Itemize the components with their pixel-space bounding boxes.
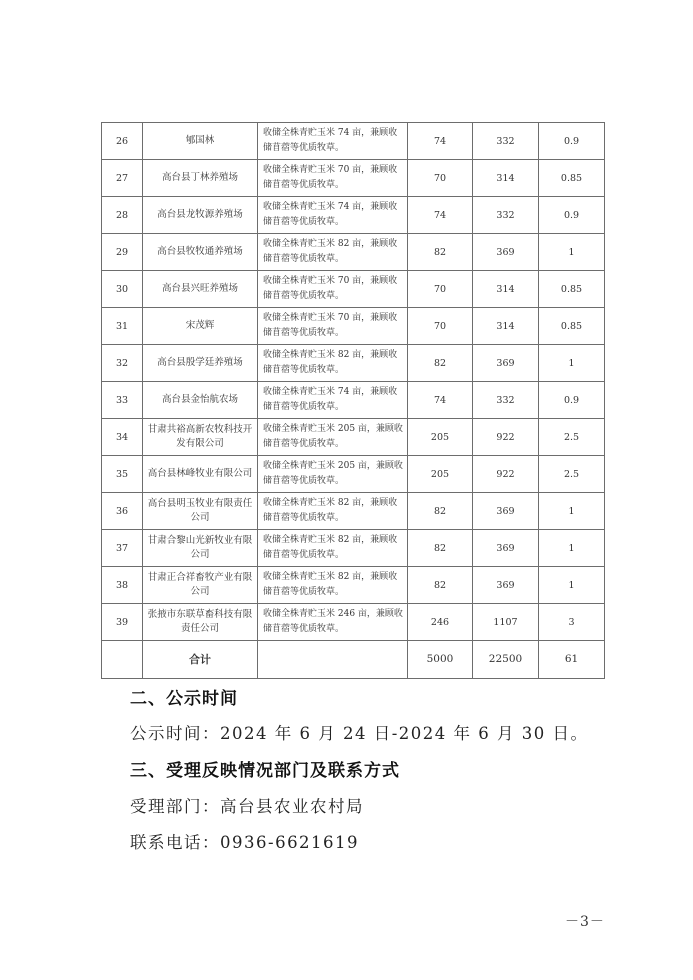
cell-area: 74: [408, 197, 473, 234]
cell-area: 74: [408, 123, 473, 160]
table-row: [102, 419, 605, 456]
cell-amount: 922: [473, 419, 539, 456]
total-area: 5000: [408, 641, 473, 679]
table-row: [102, 382, 605, 419]
cell-number: 37: [102, 530, 143, 567]
cell-subsidy: 1: [539, 567, 605, 604]
cell-name: 甘肃正合祥畜牧产业有限公司: [143, 567, 258, 604]
table-total-row: [102, 641, 605, 679]
cell-number: 27: [102, 160, 143, 197]
table-row: [102, 197, 605, 234]
cell-description: 收储全株青贮玉米 70 亩，兼顾收储苜蓿等优质牧草。: [258, 271, 408, 308]
cell-number: 29: [102, 234, 143, 271]
table-row: [102, 123, 605, 160]
cell-subsidy: 1: [539, 234, 605, 271]
cell-amount: 314: [473, 308, 539, 345]
cell-subsidy: 2.5: [539, 419, 605, 456]
cell-description: 收储全株青贮玉米 82 亩，兼顾收储苜蓿等优质牧草。: [258, 345, 408, 382]
cell-empty: [258, 641, 408, 679]
cell-subsidy: 0.9: [539, 382, 605, 419]
cell-subsidy: 0.85: [539, 271, 605, 308]
cell-name: 高台县殷学廷养殖场: [143, 345, 258, 382]
table-row: [102, 530, 605, 567]
cell-name: 宋茂辉: [143, 308, 258, 345]
cell-description: 收储全株青贮玉米 205 亩，兼顾收储苜蓿等优质牧草。: [258, 456, 408, 493]
page-number: －3－: [565, 914, 605, 930]
accepting-department: 受理部门：高台县农业农村局: [130, 797, 364, 816]
cell-area: 70: [408, 308, 473, 345]
total-label: 合计: [143, 641, 258, 679]
cell-description: 收储全株青贮玉米 82 亩，兼顾收储苜蓿等优质牧草。: [258, 567, 408, 604]
cell-name: 高台县牧牧通养殖场: [143, 234, 258, 271]
cell-area: 246: [408, 604, 473, 641]
cell-description: 收储全株青贮玉米 82 亩，兼顾收储苜蓿等优质牧草。: [258, 493, 408, 530]
cell-name: 高台县丁林养殖场: [143, 160, 258, 197]
cell-amount: 332: [473, 123, 539, 160]
cell-number: 32: [102, 345, 143, 382]
cell-subsidy: 0.85: [539, 160, 605, 197]
cell-description: 收储全株青贮玉米 205 亩，兼顾收储苜蓿等优质牧草。: [258, 419, 408, 456]
table-row: [102, 456, 605, 493]
table-body: [102, 123, 605, 679]
cell-description: 收储全株青贮玉米 74 亩，兼顾收储苜蓿等优质牧草。: [258, 382, 408, 419]
cell-amount: 369: [473, 530, 539, 567]
section-2-heading: 二、公示时间: [130, 689, 238, 709]
subsidy-table: [101, 122, 605, 679]
cell-description: 收储全株青贮玉米 74 亩，兼顾收储苜蓿等优质牧草。: [258, 123, 408, 160]
cell-amount: 369: [473, 234, 539, 271]
contact-phone: 联系电话：0936-6621619: [130, 833, 360, 852]
cell-number: 34: [102, 419, 143, 456]
cell-area: 82: [408, 345, 473, 382]
cell-amount: 922: [473, 456, 539, 493]
cell-subsidy: 2.5: [539, 456, 605, 493]
table-row: [102, 308, 605, 345]
cell-area: 82: [408, 234, 473, 271]
cell-area: 70: [408, 160, 473, 197]
cell-name: 张掖市东联草畜科技有限责任公司: [143, 604, 258, 641]
cell-number: 39: [102, 604, 143, 641]
cell-area: 82: [408, 493, 473, 530]
cell-number: 38: [102, 567, 143, 604]
cell-subsidy: 1: [539, 530, 605, 567]
cell-amount: 332: [473, 382, 539, 419]
cell-number: 33: [102, 382, 143, 419]
cell-name: 郇国林: [143, 123, 258, 160]
cell-amount: 314: [473, 271, 539, 308]
cell-subsidy: 3: [539, 604, 605, 641]
cell-number: 30: [102, 271, 143, 308]
total-amount: 22500: [473, 641, 539, 679]
cell-amount: 332: [473, 197, 539, 234]
table-row: [102, 493, 605, 530]
cell-subsidy: 0.85: [539, 308, 605, 345]
cell-area: 205: [408, 456, 473, 493]
cell-description: 收储全株青贮玉米 82 亩，兼顾收储苜蓿等优质牧草。: [258, 530, 408, 567]
cell-area: 82: [408, 567, 473, 604]
cell-area: 82: [408, 530, 473, 567]
table-row: [102, 234, 605, 271]
cell-area: 70: [408, 271, 473, 308]
cell-area: 74: [408, 382, 473, 419]
cell-name: 高台县金怡航农场: [143, 382, 258, 419]
cell-number: 28: [102, 197, 143, 234]
section-3-heading: 三、受理反映情况部门及联系方式: [130, 761, 400, 781]
cell-name: 高台县林峰牧业有限公司: [143, 456, 258, 493]
cell-area: 205: [408, 419, 473, 456]
table-row: [102, 271, 605, 308]
cell-amount: 1107: [473, 604, 539, 641]
table-row: [102, 567, 605, 604]
publicity-period: 公示时间：2024 年 6 月 24 日-2024 年 6 月 30 日。: [130, 724, 589, 743]
cell-subsidy: 1: [539, 345, 605, 382]
table-row: [102, 604, 605, 641]
cell-number: 36: [102, 493, 143, 530]
cell-amount: 369: [473, 493, 539, 530]
cell-description: 收储全株青贮玉米 74 亩，兼顾收储苜蓿等优质牧草。: [258, 197, 408, 234]
table-row: [102, 345, 605, 382]
cell-name: 甘肃共裕高新农牧科技开发有限公司: [143, 419, 258, 456]
cell-description: 收储全株青贮玉米 246 亩，兼顾收储苜蓿等优质牧草。: [258, 604, 408, 641]
cell-amount: 314: [473, 160, 539, 197]
cell-number: 26: [102, 123, 143, 160]
cell-amount: 369: [473, 345, 539, 382]
cell-name: 高台县兴旺养殖场: [143, 271, 258, 308]
cell-subsidy: 0.9: [539, 197, 605, 234]
table-row: [102, 160, 605, 197]
cell-name: 甘肃合黎山光新牧业有限公司: [143, 530, 258, 567]
cell-description: 收储全株青贮玉米 82 亩，兼顾收储苜蓿等优质牧草。: [258, 234, 408, 271]
total-subsidy: 61: [539, 641, 605, 679]
cell-description: 收储全株青贮玉米 70 亩，兼顾收储苜蓿等优质牧草。: [258, 160, 408, 197]
cell-subsidy: 1: [539, 493, 605, 530]
cell-number: 31: [102, 308, 143, 345]
cell-name: 高台县明玉牧业有限责任公司: [143, 493, 258, 530]
cell-amount: 369: [473, 567, 539, 604]
cell-number: 35: [102, 456, 143, 493]
cell-subsidy: 0.9: [539, 123, 605, 160]
cell-empty: [102, 641, 143, 679]
cell-name: 高台县龙牧源养殖场: [143, 197, 258, 234]
cell-description: 收储全株青贮玉米 70 亩，兼顾收储苜蓿等优质牧草。: [258, 308, 408, 345]
